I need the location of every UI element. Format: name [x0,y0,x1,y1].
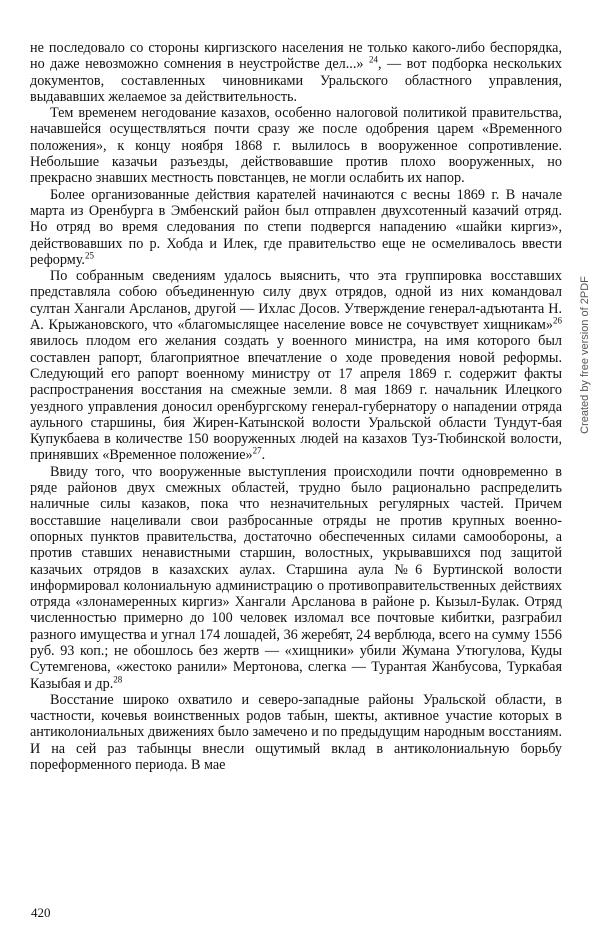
paragraph [30,464,562,692]
text-run: Более организованные действия карателей начинаются с весны 1869 г. В начале марта из Оренбурга в Эмбенский район был отправлен двухсотенный казачий отряд. Но отряд во время следования по степи подвергся нападению «шайки киргиз», действовавших по р. Хобда и Илек, где правительство еще не осмеливалось ввести реформу. [30,186,562,268]
footnote-ref: 28 [113,673,123,684]
paragraph [30,105,562,186]
text-run: явилось плодом его желания создать у военного министра, на имя которого был составлен рапорт, благоприятное впечатление о ходе проведения новой реформы. Следующий его рапорт военному министру от 17 апреля 1869 г. содержит факты распространения восстания на смежные земли. 8 мая 1869 г. начальник Илецкого уездного управления доносил оренбургскому генерал-губернатору о нападении отряда аульного старшины, бия Жирен-Катынской волости Уральской области Тундут-бая Купукбаева в количестве 150 вооруженных людей на казахов Туз-Тюбинской волости, принявших «Временное положение» [30,333,562,464]
text-run: Восстание широко охватило и северо-западные районы Уральской области, в частности, кочевья воинственных родов табын, шекты, активное участие которых в антиколониальных движениях было замечено и по предыдущим народным восстаниям. И на сей раз табынцы внесли ощутимый вклад в антиколониальную борьбу пореформенного периода. В мае [30,691,562,774]
paragraph [30,268,562,464]
body-text [30,40,562,773]
text-run: . [261,447,266,464]
paragraph [30,40,562,105]
text-run: Тем временем негодование казахов, особенно налоговой политикой правительства, начавшейся осуществляться почти сразу же после одобрения царем «Временного положения», к концу ноября 1868 г. вылилось в вооруженное сопротивление. Небольшие казачьи разъезды, действовавшие против плохо вооруженных, но прекрасно знавших местность повстанцев, не могли ослабить их напор. [30,105,562,187]
text-run: , — вот подборка нескольких документов, составленных чиновниками Уральского областного управления, выдававших желаемое за действительность. [30,56,562,105]
text-run: Ввиду того, что вооруженные выступления происходили почти одновременно в ряде районов двух смежных областей, трудно было рационально распределить наличные силы казаков, пока что незначительных регулярных частей. Причем восставшие нацеливали свои разбросанные отряды не против крупных военно-опорных пунктов правительства, достаточно обеспеченных силами самообороны, а против ставших ненавистными старшин, волостных, укрывавшихся под защитой казачьих отрядов в казахских аулах. Старшина аула №6 Буртинской волости информировал колониальную администрацию о противоправительственных действиях отряда «злонамеренных киргиз» Хангали Арсланова в районе р. Кызыл-Булак. Отряд численностью примерно до 100 человек изломал все почтовые кибитки, разграбил разного имущества и угнал 174 лошадей, 36 жеребят, 24 верблюда, всего на сумму 1556 руб. 93 коп.; не обошлось без жертв — «хищники» убили Жумана Утюгулова, Куды Сутемгенова, «жестоко ранили» Мертонова, слегка — Турантая Жанбусова, Туркабая Казыбая и др. [30,463,562,692]
text-run: По собранным сведениям удалось выяснить, что эта группировка восставших представляла собою объединенную силу двух отрядов, одной из них командовал султан Хангали Арсланов, другой — Ихлас Досов. Утверждение генерал-адъютанта Н. А. Крыжановского, что «благомыслящее население вовсе не сочувствует хищникам» [30,268,562,334]
footnote-ref: 26 [553,315,562,326]
footnote-ref: 24 [368,54,378,65]
text-run: не последовало со стороны киргизского населения не только какого-либо беспорядка, но даже невозможно сомнения в неустройстве дел...» [30,40,562,73]
paragraph [30,692,562,773]
footnote-ref: 27 [252,445,262,456]
page-number: 420 [31,905,51,920]
watermark: Created by free version of 2PDF [579,276,591,434]
paragraph [30,187,562,268]
footnote-ref: 25 [84,250,94,261]
